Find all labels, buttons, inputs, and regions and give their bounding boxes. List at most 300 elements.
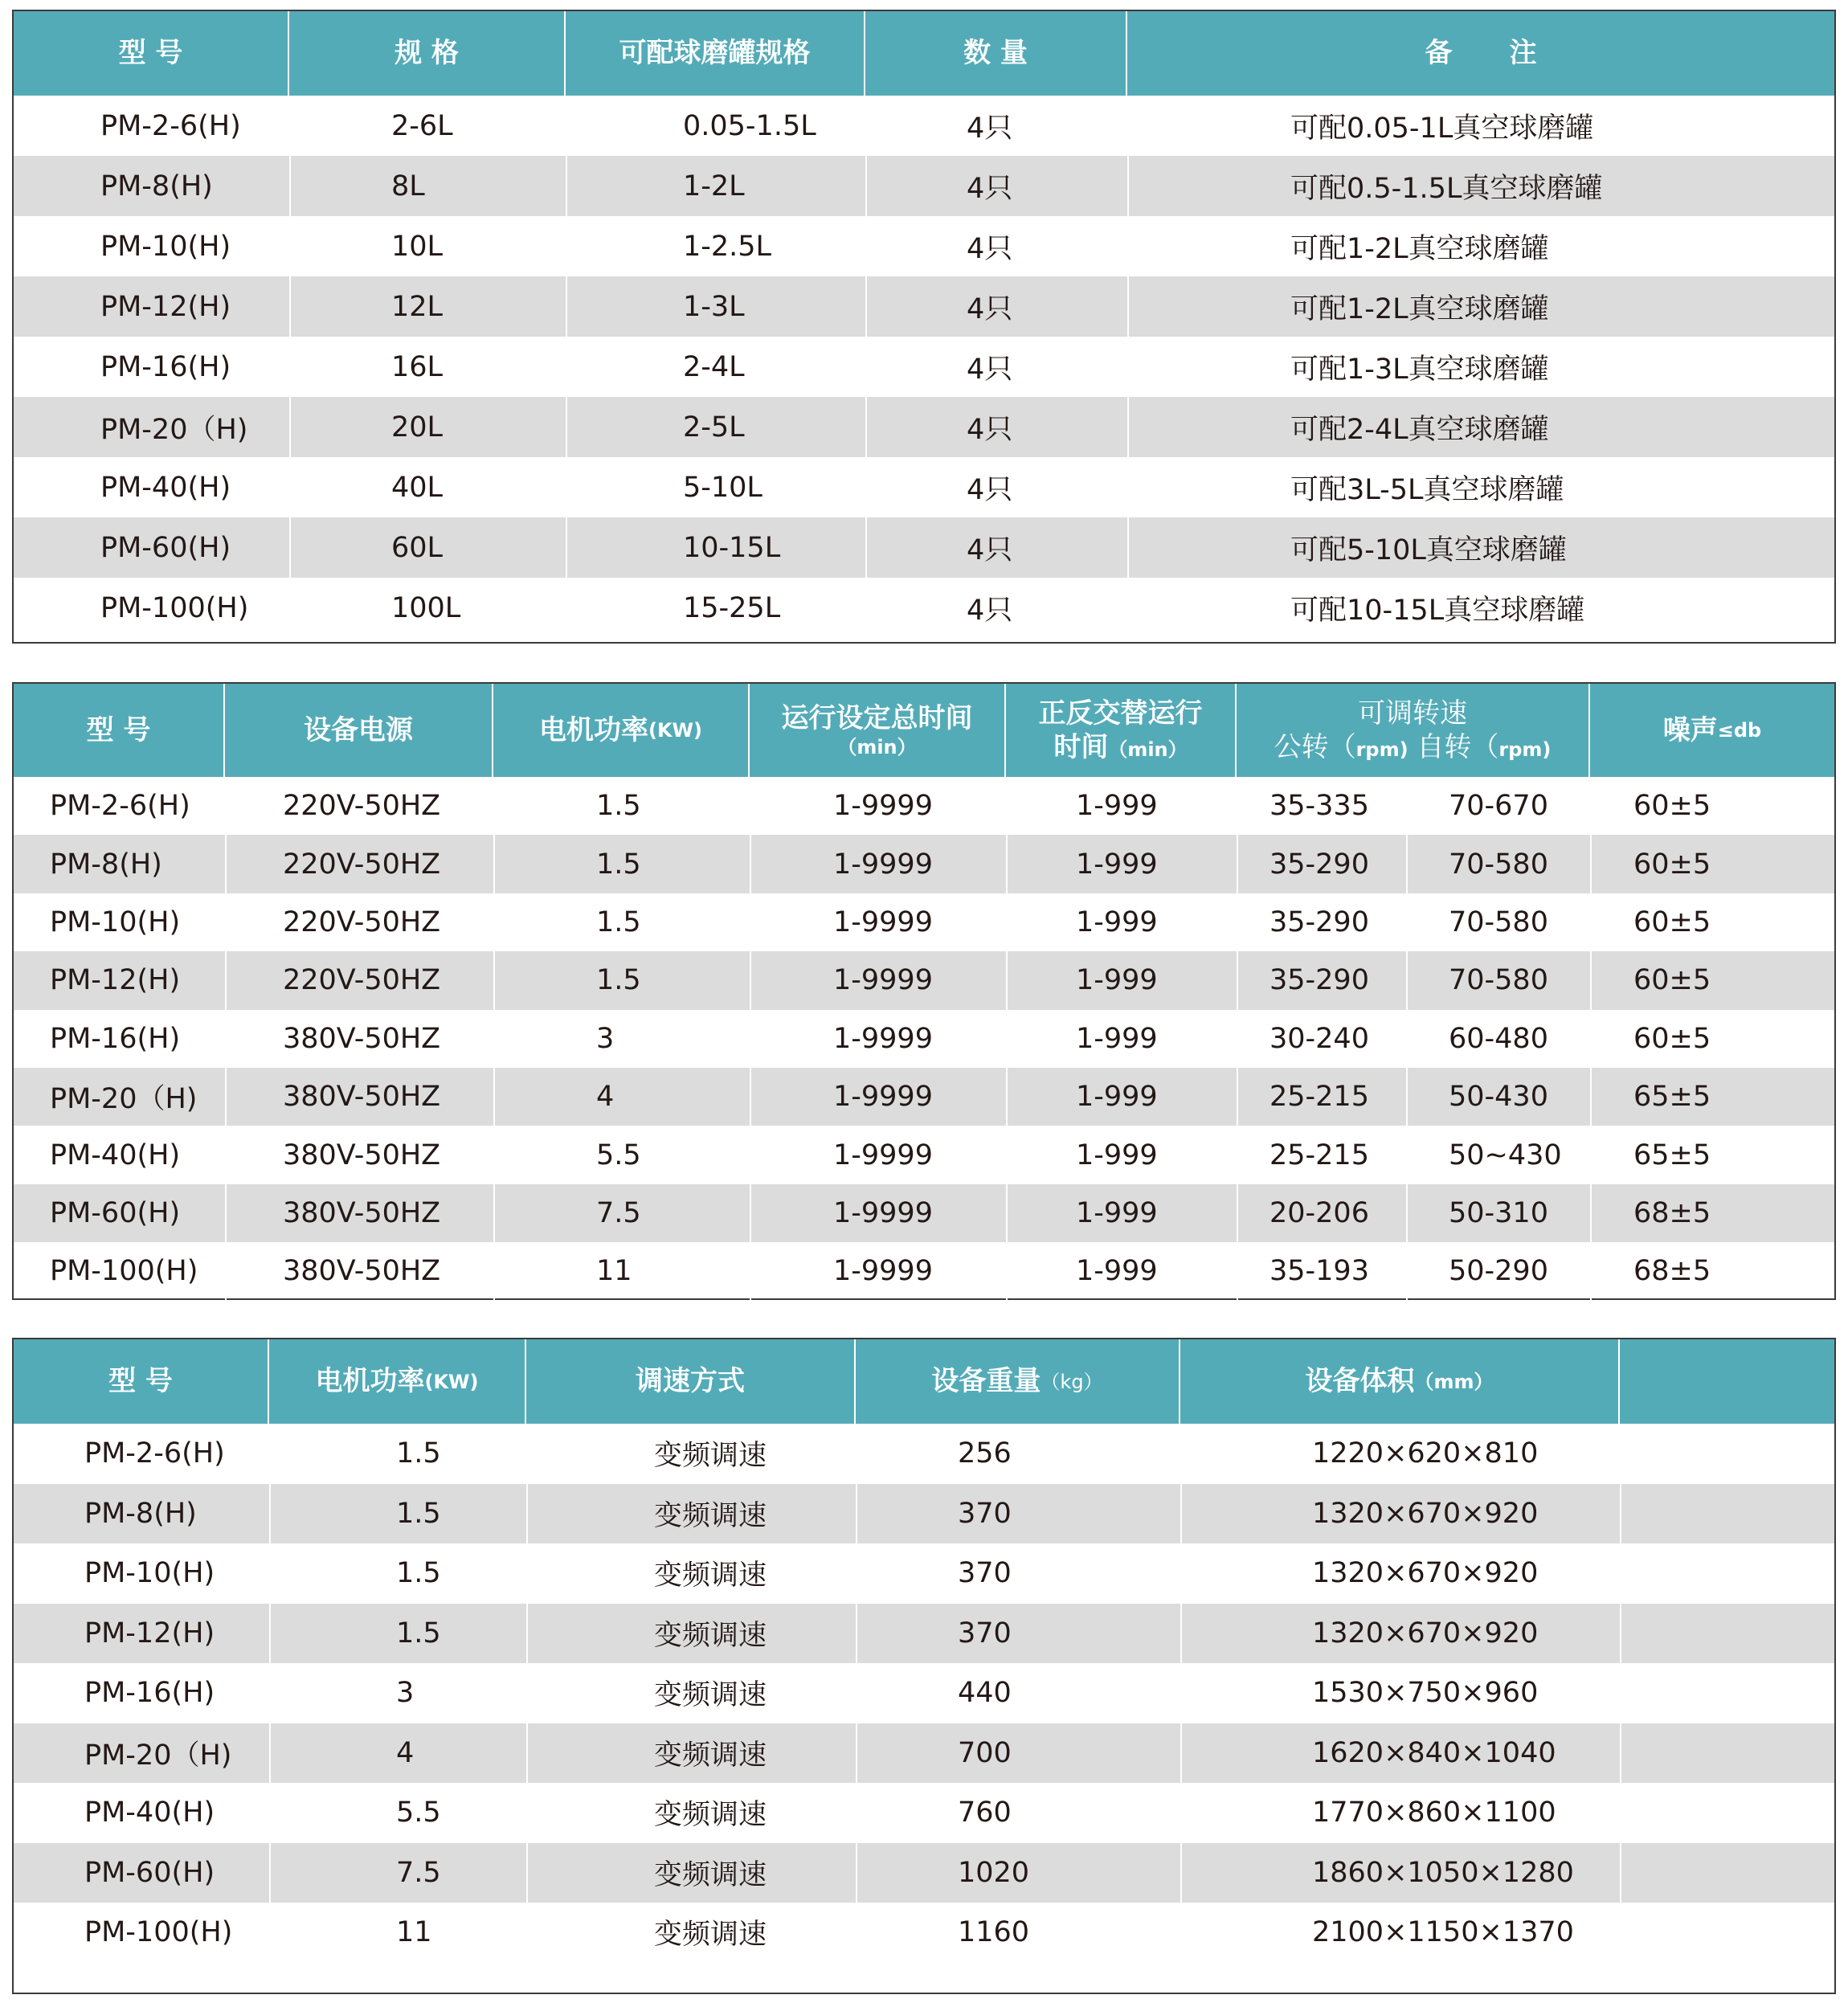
cell-alt-time: 1-999 [1076,964,1158,997]
cell-jar-spec: 15-25L [683,591,781,624]
column-divider [289,156,291,216]
column-divider [750,1068,751,1126]
column-divider [865,397,867,457]
column-divider [225,893,227,951]
table-row [14,276,1834,337]
cell-rotation: 50-430 [1449,1081,1548,1114]
cell-model: PM-20（H) [84,1739,232,1772]
cell-capacity: 20L [391,411,444,444]
cell-weight: 256 [958,1437,1012,1470]
cell-rotation: 50-310 [1449,1196,1548,1229]
header-volume [1180,1339,1620,1424]
rotation-unit: rpm) [1498,738,1552,761]
table-row [14,1424,1834,1484]
cell-remarks: 可配3L-5L真空球磨罐 [1290,473,1564,506]
column-divider [1620,1424,1621,1484]
cell-remarks: 可配0.05-1L真空球磨罐 [1290,112,1594,145]
cell-quantity: 4只 [967,594,1013,627]
cell-volume: 1530×750×960 [1312,1677,1539,1710]
cell-weight: 370 [958,1617,1012,1649]
spec-table-capacity [12,10,1836,644]
column-divider [1006,835,1008,893]
cell-speed-mode: 变频调速 [654,1559,767,1592]
cell-total-time: 1-9999 [833,1255,933,1288]
column-divider [1620,1484,1621,1544]
header-capacity: 规 格 [289,11,566,96]
cell-motor-power: 5.5 [396,1797,441,1829]
cell-alt-time: 1-999 [1076,848,1158,881]
column-divider [225,951,227,1009]
cell-model: PM-16(H) [50,1022,181,1055]
column-divider [1127,156,1129,216]
cell-quantity: 4只 [967,533,1013,566]
total-time-label: 运行设定总时间 [781,701,973,734]
motor-power-unit: (KW) [648,719,702,742]
header-model: 型 号 [14,684,225,777]
cell-volume: 1770×860×1100 [1312,1797,1556,1829]
header-model: 型 号 [14,11,289,96]
cell-revolution: 35-335 [1269,790,1369,823]
cell-noise: 65±5 [1633,1081,1711,1114]
cell-model: PM-2-6(H) [100,109,241,142]
column-divider [269,1543,271,1604]
column-divider [1406,1010,1408,1068]
cell-power-supply: 380V-50HZ [283,1255,441,1288]
cell-model: PM-40(H) [50,1138,181,1171]
column-divider [1590,893,1592,951]
cell-model: PM-8(H) [50,848,162,881]
table-row [14,578,1834,638]
cell-remarks: 可配1-2L真空球磨罐 [1290,292,1549,325]
column-divider [750,1010,751,1068]
cell-motor-power: 3 [396,1677,415,1710]
cell-volume: 2100×1150×1370 [1312,1916,1574,1949]
cell-weight: 700 [958,1736,1012,1769]
column-divider [856,1663,857,1723]
cell-capacity: 40L [391,471,444,504]
cell-capacity: 10L [391,230,444,263]
cell-quantity: 4只 [967,232,1013,265]
column-divider [856,1843,857,1903]
cell-revolution: 20-206 [1269,1196,1369,1229]
column-divider [865,457,867,517]
cell-motor-power: 1.5 [596,964,641,997]
cell-power-supply: 220V-50HZ [283,790,441,823]
column-divider [1620,1604,1621,1664]
table-body [14,1424,1834,1963]
cell-motor-power: 1.5 [396,1617,441,1649]
cell-quantity: 4只 [967,353,1013,386]
cell-alt-time: 1-999 [1076,1255,1158,1288]
column-divider [1127,397,1129,457]
cell-power-supply: 380V-50HZ [283,1196,441,1229]
column-divider [1127,578,1129,638]
column-divider [750,835,751,893]
column-divider [1006,1184,1008,1242]
column-divider [856,1903,857,1963]
cell-alt-time: 1-999 [1076,1022,1158,1055]
cell-noise: 60±5 [1633,848,1711,881]
cell-noise: 60±5 [1633,905,1711,938]
column-divider [1406,1126,1408,1183]
column-divider [750,1184,751,1242]
column-divider [865,517,867,578]
cell-model: PM-40(H) [84,1797,215,1829]
column-divider [1237,1010,1238,1068]
motor-power-label: 电机功率 [538,713,648,746]
motor-power-label: 电机功率 [315,1365,425,1398]
column-divider [1127,337,1129,397]
cell-alt-time: 1-999 [1076,1081,1158,1114]
table-row [14,1723,1834,1784]
table-row [14,1010,1834,1068]
cell-noise: 68±5 [1633,1255,1711,1288]
header-speed [1237,684,1590,777]
column-divider [1237,893,1238,951]
cell-revolution: 30-240 [1269,1022,1369,1055]
table-row [14,1604,1834,1664]
column-divider [289,96,291,156]
column-divider [269,1903,271,1963]
volume-label: 设备体积 [1305,1365,1415,1398]
table-row [14,397,1834,457]
column-divider [493,1126,495,1183]
table-header [14,11,1834,96]
cell-total-time: 1-9999 [833,1138,933,1171]
column-divider [269,1783,271,1843]
column-divider [269,1663,271,1723]
column-divider [1590,1010,1592,1068]
table-row [14,1663,1834,1723]
rotation-label: 自转（ [1417,731,1499,763]
column-divider [865,216,867,276]
cell-remarks: 可配2-4L真空球磨罐 [1290,413,1549,446]
cell-power-supply: 220V-50HZ [283,848,441,881]
column-divider [493,951,495,1009]
cell-noise: 68±5 [1633,1196,1711,1229]
cell-motor-power: 1.5 [396,1437,441,1470]
column-divider [225,1010,227,1068]
header-total-time [750,684,1006,777]
cell-jar-spec: 1-2.5L [683,230,772,263]
column-divider [526,1903,528,1963]
column-divider [865,156,867,216]
column-divider [1620,1843,1621,1903]
column-divider [225,777,227,835]
column-divider [1406,835,1408,893]
cell-alt-time: 1-999 [1076,1196,1158,1229]
column-divider [1237,1242,1238,1300]
column-divider [289,457,291,517]
cell-speed-mode: 变频调速 [654,1858,767,1891]
column-divider [566,337,567,397]
cell-jar-spec: 1-3L [683,290,745,323]
table-row [14,96,1834,156]
cell-remarks: 可配0.5-1.5L真空球磨罐 [1290,172,1603,205]
cell-quantity: 4只 [967,413,1013,446]
table-row [14,893,1834,951]
column-divider [1006,951,1008,1009]
column-divider [1006,1242,1008,1300]
cell-motor-power: 4 [596,1081,615,1114]
cell-speed-mode: 变频调速 [654,1499,767,1532]
cell-remarks: 可配10-15L真空球磨罐 [1290,594,1585,627]
column-divider [526,1484,528,1544]
cell-alt-time: 1-999 [1076,1138,1158,1171]
header-model: 型 号 [14,1339,269,1424]
cell-noise: 60±5 [1633,790,1711,823]
cell-weight: 370 [958,1497,1012,1530]
speed-label: 可调转速 [1358,697,1467,730]
cell-motor-power: 4 [396,1736,415,1769]
column-divider [1127,96,1129,156]
column-divider [526,1843,528,1903]
cell-speed-mode: 变频调速 [654,1799,767,1832]
cell-capacity: 12L [391,290,444,323]
cell-model: PM-8(H) [84,1497,197,1530]
table-row [14,216,1834,276]
column-divider [1180,1663,1182,1723]
column-divider [1237,835,1238,893]
cell-noise: 60±5 [1633,964,1711,997]
cell-model: PM-10(H) [50,905,181,938]
column-divider [750,893,751,951]
cell-remarks: 可配5-10L真空球磨罐 [1290,533,1567,566]
cell-model: PM-10(H) [84,1557,215,1590]
header-alternate-time [1006,684,1237,777]
column-divider [493,777,495,835]
column-divider [289,337,291,397]
column-divider [1180,1543,1182,1604]
table-row [14,457,1834,517]
cell-jar-spec: 0.05-1.5L [683,109,816,142]
spec-table-physical [12,1338,1836,1994]
table-row [14,337,1834,397]
table-header [14,1339,1834,1424]
column-divider [865,578,867,638]
cell-rotation: 70-580 [1449,848,1548,881]
column-divider [289,216,291,276]
column-divider [1620,1543,1621,1604]
column-divider [269,1604,271,1664]
cell-jar-spec: 5-10L [683,471,763,504]
column-divider [856,1424,857,1484]
cell-revolution: 25-215 [1269,1138,1369,1171]
cell-jar-spec: 10-15L [683,531,781,564]
cell-motor-power: 7.5 [396,1856,441,1889]
column-divider [856,1543,857,1604]
column-divider [1006,777,1008,835]
table-row [14,1843,1834,1903]
cell-power-supply: 380V-50HZ [283,1081,441,1114]
cell-motor-power: 1.5 [396,1497,441,1530]
cell-revolution: 35-290 [1269,905,1369,938]
total-time-unit: （min） [837,736,917,759]
header-noise [1590,684,1834,777]
cell-volume: 1320×670×920 [1312,1497,1539,1530]
cell-total-time: 1-9999 [833,1022,933,1055]
column-divider [493,893,495,951]
cell-rotation: 50~430 [1449,1138,1562,1171]
cell-jar-spec: 2-5L [683,411,745,444]
table-row [14,1068,1834,1126]
cell-model: PM-40(H) [100,471,231,504]
cell-noise: 65±5 [1633,1138,1711,1171]
alt-time-unit: （min） [1108,738,1188,761]
noise-unit: ≤db [1717,719,1762,742]
column-divider [1406,1242,1408,1300]
column-divider [1237,1184,1238,1242]
cell-model: PM-100(H) [50,1255,198,1288]
column-divider [1590,1126,1592,1183]
column-divider [269,1843,271,1903]
alt-time-line1: 正反交替运行 [1038,697,1203,730]
cell-revolution: 25-215 [1269,1081,1369,1114]
column-divider [750,1242,751,1300]
cell-model: PM-100(H) [84,1916,233,1949]
cell-total-time: 1-9999 [833,790,933,823]
spec-table-electrical [12,682,1836,1300]
column-divider [1180,1604,1182,1664]
cell-speed-mode: 变频调速 [654,1919,767,1952]
column-divider [1620,1783,1621,1843]
cell-quantity: 4只 [967,112,1013,145]
column-divider [1406,951,1408,1009]
table-row [14,1126,1834,1183]
cell-volume: 1320×670×920 [1312,1557,1539,1590]
cell-model: PM-60(H) [84,1856,215,1889]
header-quantity: 数 量 [865,11,1127,96]
header-motor-power [269,1339,526,1424]
column-divider [1237,1068,1238,1126]
revolution-unit: rpm) [1355,738,1408,761]
column-divider [1180,1723,1182,1784]
column-divider [1127,216,1129,276]
cell-remarks: 可配1-2L真空球磨罐 [1290,232,1549,265]
column-divider [526,1783,528,1843]
cell-revolution: 35-290 [1269,964,1369,997]
cell-motor-power: 11 [596,1255,632,1288]
cell-total-time: 1-9999 [833,848,933,881]
table-row [14,1484,1834,1544]
column-divider [750,777,751,835]
column-divider [269,1424,271,1484]
column-divider [566,578,567,638]
header-jar-spec: 可配球磨罐规格 [566,11,865,96]
cell-volume: 1860×1050×1280 [1312,1856,1574,1889]
cell-capacity: 100L [391,591,461,624]
cell-rotation: 70-580 [1449,905,1548,938]
column-divider [750,951,751,1009]
column-divider [566,156,567,216]
column-divider [1006,893,1008,951]
column-divider [1127,517,1129,578]
column-divider [865,276,867,337]
cell-model: PM-12(H) [50,964,181,997]
column-divider [1590,1068,1592,1126]
weight-unit: （kg） [1041,1370,1103,1393]
column-divider [566,517,567,578]
column-divider [225,1126,227,1183]
column-divider [526,1663,528,1723]
column-divider [225,1184,227,1242]
column-divider [566,457,567,517]
table-row [14,1184,1834,1242]
cell-model: PM-100(H) [100,591,249,624]
header-power-supply: 设备电源 [225,684,493,777]
cell-total-time: 1-9999 [833,964,933,997]
column-divider [1006,1010,1008,1068]
cell-rotation: 50-290 [1449,1255,1548,1288]
cell-rotation: 70-670 [1449,790,1548,823]
column-divider [1180,1843,1182,1903]
column-divider [1406,1068,1408,1126]
column-divider [526,1424,528,1484]
column-divider [1406,893,1408,951]
cell-motor-power: 11 [396,1916,432,1949]
cell-model: PM-16(H) [100,350,231,383]
cell-revolution: 35-193 [1269,1255,1369,1288]
column-divider [493,1010,495,1068]
column-divider [566,96,567,156]
cell-speed-mode: 变频调速 [654,1739,767,1772]
column-divider [1127,276,1129,337]
column-divider [493,835,495,893]
cell-capacity: 16L [391,350,444,383]
column-divider [1590,951,1592,1009]
cell-weight: 760 [958,1797,1012,1829]
revolution-label: 公转（ [1274,731,1356,763]
table-header [14,684,1834,777]
cell-model: PM-12(H) [84,1617,215,1649]
cell-speed-mode: 变频调速 [654,1440,767,1473]
column-divider [1237,777,1238,835]
column-divider [289,578,291,638]
column-divider [865,96,867,156]
column-divider [493,1184,495,1242]
cell-rotation: 60-480 [1449,1022,1548,1055]
cell-motor-power: 1.5 [596,905,641,938]
table-row [14,517,1834,578]
cell-power-supply: 380V-50HZ [283,1138,441,1171]
cell-model: PM-20（H) [50,1083,198,1116]
table-row [14,1242,1834,1300]
table-row [14,1783,1834,1843]
cell-alt-time: 1-999 [1076,905,1158,938]
column-divider [1590,1242,1592,1300]
table-row [14,1543,1834,1604]
column-divider [856,1723,857,1784]
cell-noise: 60±5 [1633,1022,1711,1055]
cell-total-time: 1-9999 [833,905,933,938]
column-divider [493,1068,495,1126]
column-divider [856,1604,857,1664]
column-divider [1127,457,1129,517]
motor-power-unit: (KW) [424,1370,479,1393]
cell-model: PM-20（H) [100,413,248,446]
column-divider [493,1242,495,1300]
column-divider [750,1126,751,1183]
column-divider [566,216,567,276]
cell-jar-spec: 2-4L [683,350,745,383]
cell-capacity: 8L [391,170,425,202]
cell-remarks: 可配1-3L真空球磨罐 [1290,353,1549,386]
weight-label: 设备重量 [931,1365,1041,1398]
column-divider [225,835,227,893]
cell-quantity: 4只 [967,473,1013,506]
cell-capacity: 2-6L [391,109,453,142]
column-divider [1180,1903,1182,1963]
